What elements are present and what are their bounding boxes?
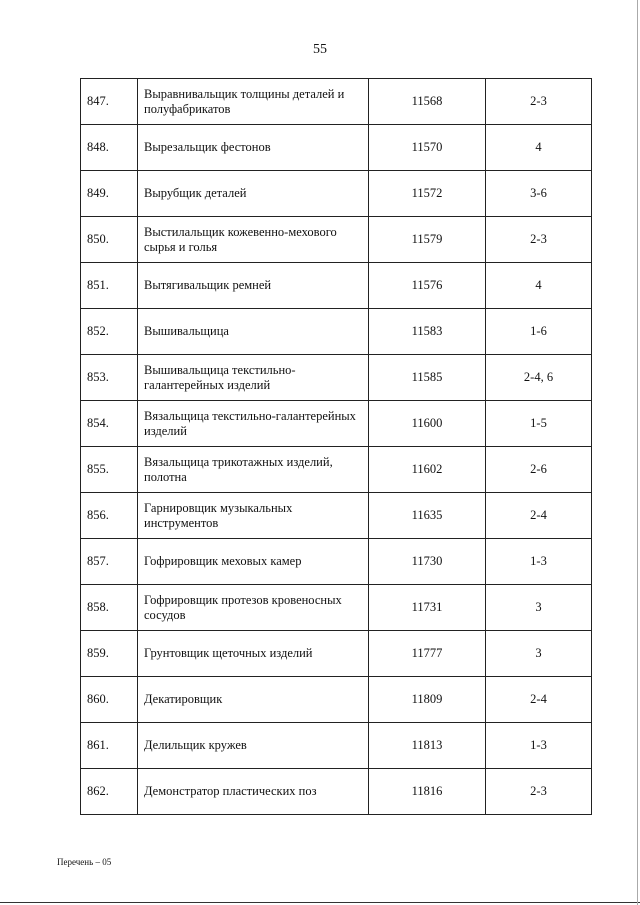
row-number: 857. (81, 539, 138, 585)
row-number: 852. (81, 309, 138, 355)
table-row (81, 355, 592, 401)
row-number: 854. (81, 401, 138, 447)
table-row (81, 631, 592, 677)
professions-table (80, 78, 592, 815)
page-number: 55 (313, 42, 327, 57)
grade-range: 2-4, 6 (486, 355, 592, 401)
profession-name: Грунтовщик щеточных изделий (138, 631, 369, 677)
profession-code: 11635 (369, 493, 486, 539)
grade-range: 2-3 (486, 79, 592, 125)
profession-code: 11572 (369, 171, 486, 217)
table-row (81, 585, 592, 631)
profession-name: Вырубщик деталей (138, 171, 369, 217)
grade-range: 4 (486, 263, 592, 309)
profession-code: 11816 (369, 769, 486, 815)
grade-range: 2-3 (486, 769, 592, 815)
profession-name: Декатировщик (138, 677, 369, 723)
profession-code: 11585 (369, 355, 486, 401)
grade-range: 4 (486, 125, 592, 171)
table-row (81, 263, 592, 309)
profession-code: 11600 (369, 401, 486, 447)
profession-name: Демонстратор пластических поз (138, 769, 369, 815)
grade-range: 2-3 (486, 217, 592, 263)
profession-name: Делильщик кружев (138, 723, 369, 769)
grade-range: 1-5 (486, 401, 592, 447)
row-number: 862. (81, 769, 138, 815)
profession-code: 11568 (369, 79, 486, 125)
profession-name: Выравнивальщик толщины деталей и полуфабрикатов (138, 79, 369, 125)
row-number: 860. (81, 677, 138, 723)
table-row (81, 493, 592, 539)
table-row (81, 723, 592, 769)
table-row (81, 79, 592, 125)
grade-range: 1-6 (486, 309, 592, 355)
table-row (81, 125, 592, 171)
grade-range: 2-4 (486, 677, 592, 723)
row-number: 853. (81, 355, 138, 401)
profession-name: Вышивальщица (138, 309, 369, 355)
profession-code: 11731 (369, 585, 486, 631)
profession-name: Вязальщица текстильно-галантерейных изделий (138, 401, 369, 447)
grade-range: 1-3 (486, 539, 592, 585)
table-row (81, 677, 592, 723)
row-number: 849. (81, 171, 138, 217)
profession-code: 11730 (369, 539, 486, 585)
grade-range: 3 (486, 585, 592, 631)
row-number: 856. (81, 493, 138, 539)
row-number: 859. (81, 631, 138, 677)
profession-code: 11809 (369, 677, 486, 723)
profession-code: 11570 (369, 125, 486, 171)
profession-code: 11583 (369, 309, 486, 355)
row-number: 855. (81, 447, 138, 493)
profession-name: Гофрировщик протезов кровеносных сосудов (138, 585, 369, 631)
profession-name: Гофрировщик меховых камер (138, 539, 369, 585)
bottom-divider (0, 902, 640, 903)
table-row (81, 171, 592, 217)
table-row (81, 217, 592, 263)
grade-range: 3-6 (486, 171, 592, 217)
profession-code: 11576 (369, 263, 486, 309)
table-row (81, 309, 592, 355)
row-number: 861. (81, 723, 138, 769)
profession-name: Выстилальщик кожевенно-мехового сырья и голья (138, 217, 369, 263)
table-row (81, 447, 592, 493)
grade-range: 1-3 (486, 723, 592, 769)
profession-code: 11579 (369, 217, 486, 263)
grade-range: 2-4 (486, 493, 592, 539)
profession-name: Гарнировщик музыкальных инструментов (138, 493, 369, 539)
table-row (81, 769, 592, 815)
profession-code: 11602 (369, 447, 486, 493)
profession-code: 11777 (369, 631, 486, 677)
table-row (81, 539, 592, 585)
grade-range: 2-6 (486, 447, 592, 493)
profession-name: Вышивальщица текстильно-галантерейных изделий (138, 355, 369, 401)
row-number: 847. (81, 79, 138, 125)
profession-name: Вытягивальщик ремней (138, 263, 369, 309)
profession-code: 11813 (369, 723, 486, 769)
row-number: 851. (81, 263, 138, 309)
row-number: 848. (81, 125, 138, 171)
right-edge-line (637, 0, 638, 905)
table-body (81, 79, 592, 815)
footer-label: Перечень – 05 (57, 857, 112, 867)
grade-range: 3 (486, 631, 592, 677)
table-row (81, 401, 592, 447)
profession-name: Вырезальщик фестонов (138, 125, 369, 171)
row-number: 850. (81, 217, 138, 263)
profession-name: Вязальщица трикотажных изделий, полотна (138, 447, 369, 493)
row-number: 858. (81, 585, 138, 631)
